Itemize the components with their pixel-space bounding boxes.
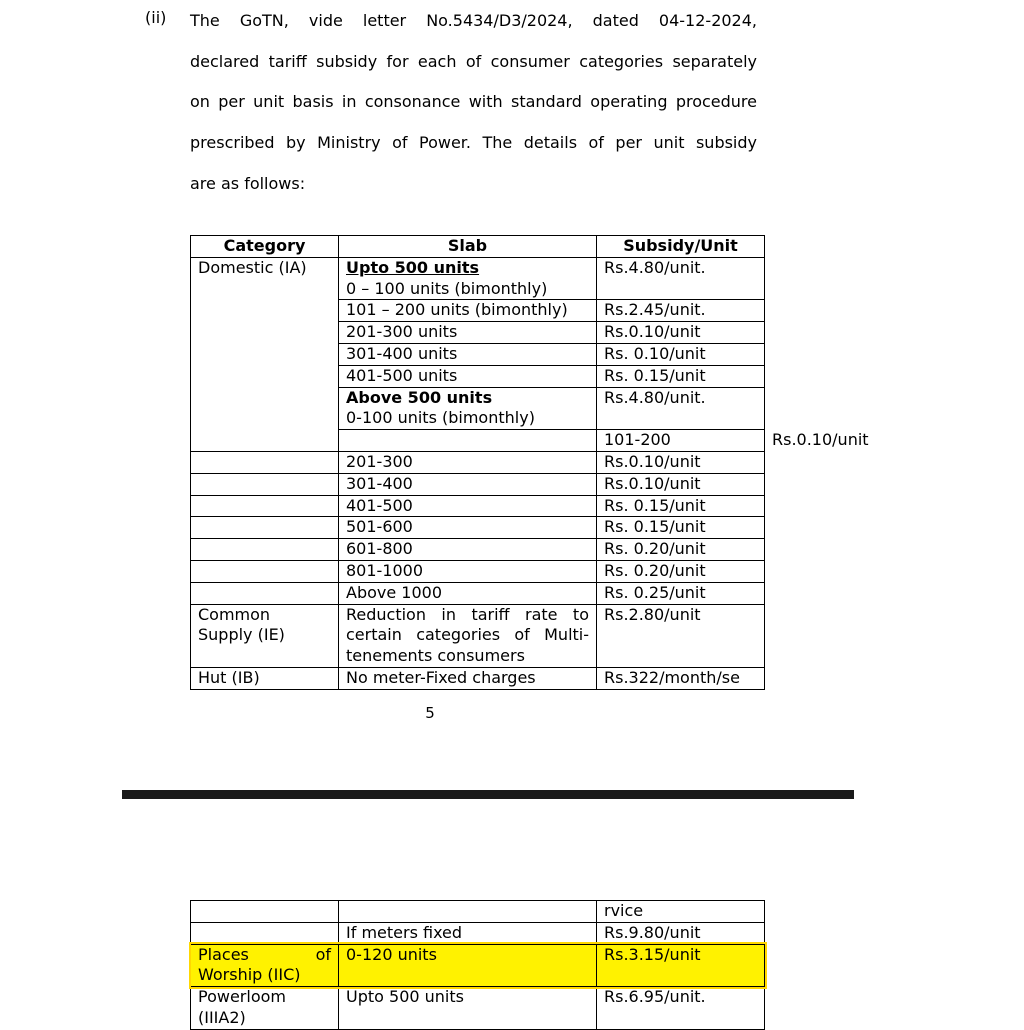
above-500-heading: Above 500 units — [346, 387, 493, 407]
table-row — [191, 901, 765, 923]
category-cell — [191, 473, 339, 495]
paragraph-line: are as follows: — [190, 173, 306, 193]
list-marker: (ii) — [145, 8, 167, 27]
category-text: Supply (IE) — [198, 625, 285, 645]
slab-cell: 201-300 — [339, 451, 597, 473]
category-domestic: Domestic (IA) — [191, 257, 339, 451]
slab-cell — [339, 901, 597, 923]
subsidy-cell: Rs.3.15/unit — [597, 944, 765, 987]
header-category: Category — [191, 236, 339, 258]
slab-cell: If meters fixed — [339, 922, 597, 944]
subsidy-cell: Rs. 0.20/unit — [597, 539, 765, 561]
slab-cell: 101-200 — [597, 430, 765, 452]
slab-cell: 101 – 200 units (bimonthly) — [339, 300, 597, 322]
subsidy-cell: Rs. 0.20/unit — [597, 560, 765, 582]
slab-text: 0-100 units (bimonthly) — [346, 408, 535, 428]
slab-cell: 801-1000 — [339, 560, 597, 582]
slab-cell: Upto 500 units — [339, 987, 597, 1030]
subsidy-cell: Rs. 0.15/unit — [597, 495, 765, 517]
category-text: Places — [198, 944, 249, 964]
table-row — [191, 495, 765, 517]
category-common-supply — [191, 604, 339, 667]
page-break-divider — [122, 790, 854, 799]
table-row — [191, 987, 765, 1030]
subsidy-cell: Rs.2.80/unit — [597, 604, 765, 667]
table-row — [191, 582, 765, 604]
slab-cell: 501-600 — [339, 517, 597, 539]
slab-text: 0 – 100 units (bimonthly) — [346, 278, 548, 298]
subsidy-table — [190, 235, 869, 690]
upto-500-heading: Upto 500 units — [346, 257, 480, 277]
subsidy-cell: Rs.4.80/unit. — [597, 387, 765, 430]
table-row — [191, 922, 765, 944]
table-row — [191, 667, 765, 689]
subsidy-cell: Rs.0.10/unit — [597, 473, 765, 495]
table-row — [191, 560, 765, 582]
category-hut: Hut (IB) — [191, 667, 339, 689]
category-cell — [339, 430, 597, 452]
slab-text: Reduction in tariff rate to — [346, 604, 589, 624]
subsidy-cell: Rs.4.80/unit. — [597, 257, 765, 300]
table-row — [191, 473, 765, 495]
intro-paragraph — [145, 8, 757, 211]
category-text: Common — [198, 604, 271, 624]
category-cell — [191, 901, 339, 923]
header-slab: Slab — [339, 236, 597, 258]
subsidy-cell: Rs. 0.10/unit — [597, 343, 765, 365]
subsidy-cell: Rs. 0.15/unit — [597, 517, 765, 539]
table-row — [191, 517, 765, 539]
subsidy-cell: rvice — [597, 901, 765, 923]
header-subsidy: Subsidy/Unit — [597, 236, 765, 258]
subsidy-cell: Rs.0.10/unit — [597, 322, 765, 344]
category-cell — [191, 922, 339, 944]
slab-cell: 401-500 — [339, 495, 597, 517]
slab-cell: 0-120 units — [339, 944, 597, 987]
subsidy-table-continued — [190, 900, 765, 1030]
subsidy-cell: Rs.0.10/unit — [597, 451, 765, 473]
paragraph-line: on per unit basis in consonance with standard operating procedure — [190, 92, 757, 112]
category-places-of-worship — [191, 944, 339, 987]
table-row — [191, 257, 765, 300]
table-row-highlighted — [191, 944, 765, 987]
slab-cell: 301-400 — [339, 473, 597, 495]
subsidy-cell: Rs.9.80/unit — [597, 922, 765, 944]
subsidy-cell: Rs.322/month/se — [597, 667, 765, 689]
table-row — [191, 604, 765, 667]
subsidy-cell: Rs.6.95/unit. — [597, 987, 765, 1030]
slab-cell: 601-800 — [339, 539, 597, 561]
subsidy-cell: Rs.2.45/unit. — [597, 300, 765, 322]
subsidy-cell: Rs. 0.15/unit — [597, 365, 765, 387]
slab-cell: No meter-Fixed charges — [339, 667, 597, 689]
category-cell — [191, 517, 339, 539]
slab-cell — [339, 257, 597, 300]
slab-cell — [339, 387, 597, 430]
slab-cell: 401-500 units — [339, 365, 597, 387]
table-row — [191, 539, 765, 561]
slab-cell: 301-400 units — [339, 343, 597, 365]
category-text: of — [315, 944, 331, 964]
paragraph-line: The GoTN, vide letter No.5434/D3/2024, dated 04-12-2024, — [190, 11, 757, 30]
category-text: Worship (IIC) — [198, 965, 301, 985]
category-cell — [191, 495, 339, 517]
category-cell — [191, 539, 339, 561]
table-row: 101-200 Rs.0.10/unit — [191, 430, 765, 452]
category-cell — [191, 451, 339, 473]
category-cell — [191, 560, 339, 582]
table-row — [191, 451, 765, 473]
paragraph-line: prescribed by Ministry of Power. The details of per unit subsidy — [190, 133, 757, 153]
category-text: Powerloom — [198, 987, 286, 1007]
slab-cell: Above 1000 — [339, 582, 597, 604]
slab-cell: 201-300 units — [339, 322, 597, 344]
category-text: (IIIA2) — [198, 1007, 246, 1027]
category-cell — [191, 582, 339, 604]
table-header-row — [191, 236, 765, 258]
slab-cell — [339, 604, 597, 667]
page-number: 5 — [425, 704, 435, 722]
slab-text: tenements consumers — [346, 646, 525, 666]
subsidy-cell: Rs. 0.25/unit — [597, 582, 765, 604]
paragraph-line: declared tariff subsidy for each of consumer categories separately — [190, 51, 757, 71]
slab-text: certain categories of Multi- — [346, 625, 589, 645]
category-powerloom — [191, 987, 339, 1030]
